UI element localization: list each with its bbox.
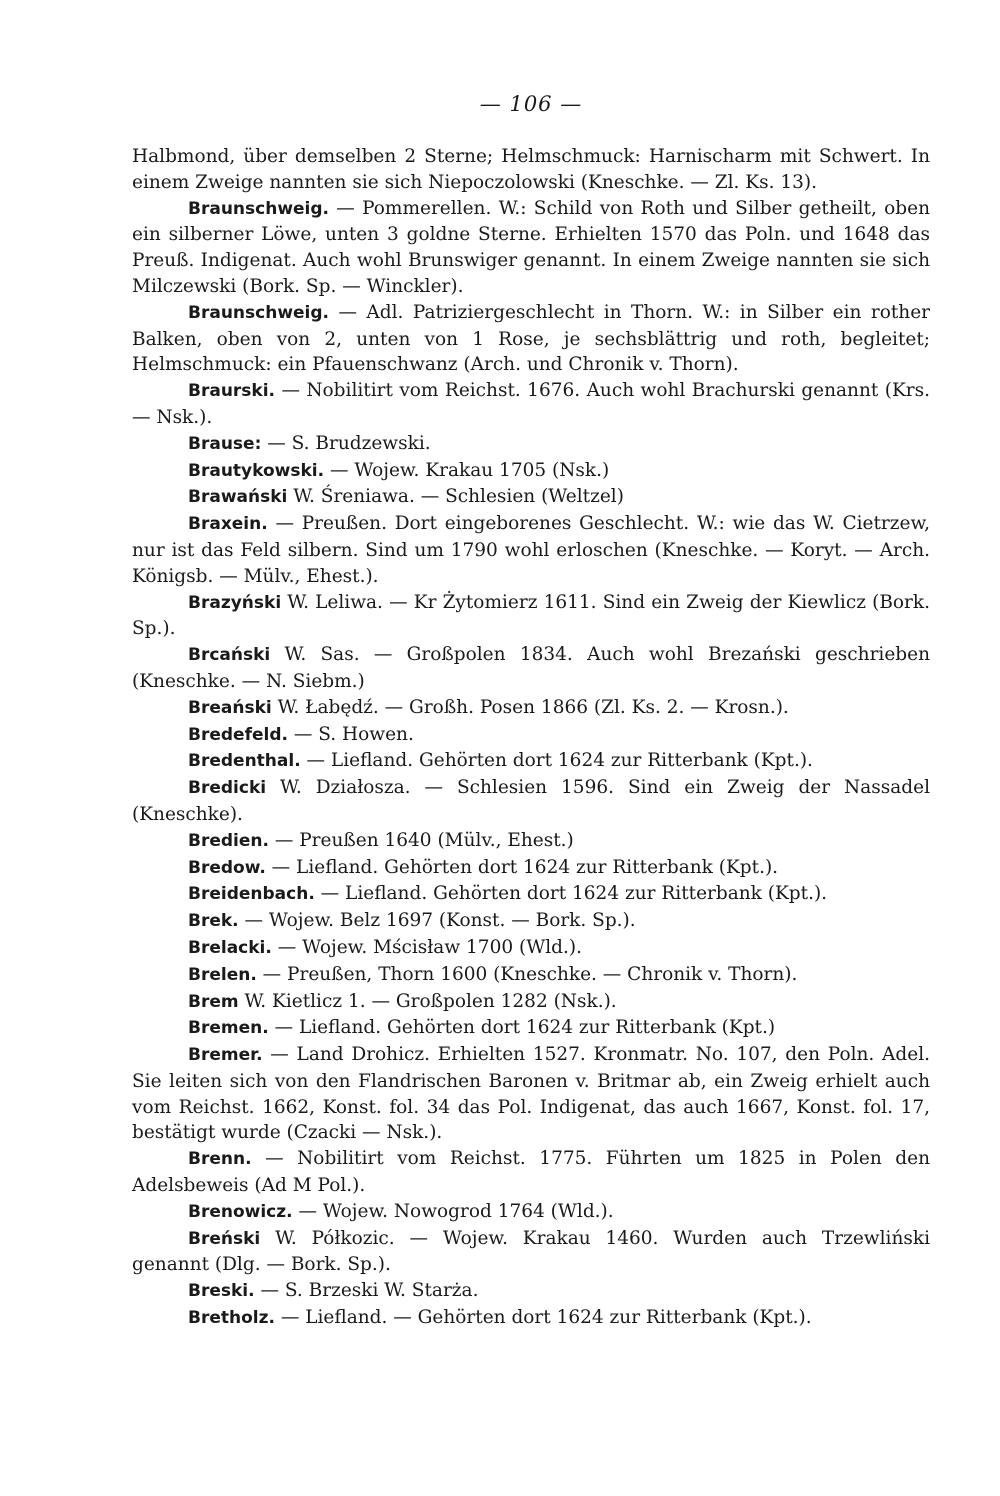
entry-headword: Braunschweig. <box>188 198 330 219</box>
entry-text: — Liefland. Gehörten dort 1624 zur Ritterbank (Kpt.). <box>314 883 828 905</box>
entry-text: — Liefland. Gehörten dort 1624 zur Ritterbank (Kpt.) <box>268 1017 776 1039</box>
dictionary-entry <box>132 458 930 485</box>
dictionary-entry <box>132 511 930 589</box>
entry-headword: Brenn. <box>188 1149 252 1170</box>
dictionary-entry <box>132 144 930 196</box>
page-number: — 106 — <box>479 92 583 116</box>
entry-headword: Bredien. <box>188 830 269 851</box>
entry-headword: Brazyński <box>188 592 282 613</box>
entry-text: — Liefland. — Gehörten dort 1624 zur Ritterbank (Kpt.). <box>274 1307 812 1329</box>
entry-text: — S. Howen. <box>287 723 414 745</box>
entry-headword: Braunschweig. <box>188 302 330 323</box>
entry-text: Halbmond, über demselben 2 Sterne; Helmschmuck: Harnischarm mit Schwert. In einem Zweige nannten sie sich Niepoczolowski (Kneschke. — Zl. Ks. 13). <box>132 146 930 193</box>
entry-text: W. Śreniawa. — Schlesien (Weltzel) <box>287 486 624 508</box>
entry-text: — Adl. Patriziergeschlecht in Thorn. W.: in Silber ein rother Balken, oben von 2, unten von 1 Rose, je sechsblättrig und roth, begleitet; Helmschmuck: ein Pfauenschwanz (Arch. und Chronik v. Thorn). <box>132 301 930 376</box>
entry-text: — Wojew. Krakau 1705 (Nsk.) <box>324 459 610 481</box>
entry-text: — Wojew. Belz 1697 (Konst. — Bork. Sp.). <box>238 910 636 932</box>
entry-list <box>132 144 930 1332</box>
entry-headword: Breński <box>188 1228 261 1249</box>
dictionary-entry <box>132 431 930 458</box>
entry-headword: Brautykowski. <box>188 460 325 481</box>
entry-text: — Pommerellen. W.: Schild von Roth und Silber getheilt, oben ein silberner Löwe, unten 3 goldne Sterne. Erhielten 1570 das Poln. und 1648 das Preuß. Indigenat. Auch wohl Brunswiger genannt. In einem Zweige nannten sie sich Milczewski (Bork. Sp. — Winckler). <box>132 197 930 297</box>
entry-text: — Preußen, Thorn 1600 (Kneschke. — Chronik v. Thorn). <box>256 963 798 985</box>
entry-text: W. Sas. — Großpolen 1834. Auch wohl Brezański geschrieben (Kneschke. — N. Siebm.) <box>132 644 930 692</box>
dictionary-entry <box>132 378 930 431</box>
entry-headword: Breski. <box>188 1281 255 1302</box>
entry-text: — Liefland. Gehörten dort 1624 zur Ritterbank (Kpt.). <box>300 750 813 772</box>
entry-headword: Braxein. <box>188 514 268 535</box>
entry-text: W. Łabędź. — Großh. Posen 1866 (Zl. Ks. 2. — Krosn.). <box>271 696 789 718</box>
entry-headword: Brcański <box>188 645 271 666</box>
entry-text: — Preußen 1640 (Mülv., Ehest.) <box>268 829 574 851</box>
dictionary-entry <box>132 748 930 775</box>
dictionary-entry <box>132 828 930 855</box>
entry-text: W. Kietlicz 1. — Großpolen 1282 (Nsk.). <box>238 990 617 1012</box>
entry-headword: Brem <box>188 991 239 1012</box>
entry-text: — S. Brudzewski. <box>261 432 431 454</box>
entry-text: — Nobilitirt vom Reichst. 1775. Führten um 1825 in Polen den Adelsbeweis (Ad M Pol.). <box>132 1148 930 1197</box>
entry-text: W. Półkozic. — Wojew. Krakau 1460. Wurden auch Trzewliński genannt (Dlg. — Bork. Sp.). <box>132 1227 930 1276</box>
dictionary-entry <box>132 935 930 962</box>
dictionary-entry <box>132 1199 930 1226</box>
entry-text: — Land Drohicz. Erhielten 1527. Kronmatr. No. 107, den Poln. Adel. Sie leiten sich von den Flandrischen Baronen v. Britmar ab, ein Zweig erhielt auch vom Reichst. 1662, Konst. fol. 34 das Pol. Indigenat, das auch 1667, Konst. fol. 17, bestätigt wurde (Czacki — Nsk.). <box>132 1044 930 1144</box>
dictionary-entry <box>132 642 930 695</box>
dictionary-entry <box>132 1226 930 1279</box>
dictionary-entry <box>132 908 930 935</box>
entry-headword: Brelen. <box>188 964 257 985</box>
entry-headword: Brenowicz. <box>188 1201 293 1222</box>
entry-text: W. Leliwa. — Kr Żytomierz 1611. Sind ein Zweig der Kiewlicz (Bork. Sp.). <box>132 591 930 640</box>
entry-text: — Liefland. Gehörten dort 1624 zur Ritterbank (Kpt.). <box>265 856 779 878</box>
dictionary-entry <box>132 695 930 722</box>
entry-headword: Bredenthal. <box>188 751 301 772</box>
entry-headword: Brause: <box>188 433 262 454</box>
entry-headword: Brek. <box>188 911 239 932</box>
entry-headword: Braurski. <box>188 381 276 402</box>
dictionary-entry <box>132 590 930 643</box>
dictionary-entry <box>132 1146 930 1199</box>
dictionary-entry <box>132 962 930 989</box>
dictionary-entry <box>132 775 930 828</box>
entry-text: — Preußen. Dort eingeborenes Geschlecht. W.: wie das W. Cietrzew, nur ist das Feld silbern. Sind um 1790 wohl erloschen (Kneschke. — Koryt. — Arch. Königsb. — Mülv., Ehest.). <box>132 513 930 587</box>
entry-headword: Brelacki. <box>188 937 272 958</box>
dictionary-entry <box>132 196 930 300</box>
dictionary-entry <box>132 881 930 908</box>
dictionary-entry <box>132 484 930 511</box>
entry-headword: Bremen. <box>188 1018 269 1039</box>
dictionary-entry <box>132 1278 930 1305</box>
entry-text: — Nobilitirt vom Reichst. 1676. Auch wohl Brachurski genannt (Krs. — Nsk.). <box>132 380 930 428</box>
entry-headword: Bredicki <box>188 778 267 799</box>
entry-text: — Wojew. Nowogrod 1764 (Wld.). <box>292 1200 614 1222</box>
entry-headword: Bretholz. <box>188 1308 275 1329</box>
dictionary-entry <box>132 1305 930 1332</box>
entry-headword: Bredow. <box>188 857 266 878</box>
entry-text: W. Działosza. — Schlesien 1596. Sind ein Zweig der Nassadel (Kneschke). <box>132 777 930 825</box>
entry-headword: Breański <box>188 697 272 718</box>
dictionary-entry <box>132 1015 930 1042</box>
entry-text: — Wojew. Mścisław 1700 (Wld.). <box>271 936 582 958</box>
entry-headword: Bredefeld. <box>188 724 288 745</box>
entry-headword: Breidenbach. <box>188 884 315 905</box>
dictionary-entry <box>132 855 930 882</box>
entry-headword: Brawański <box>188 487 288 508</box>
dictionary-entry <box>132 722 930 749</box>
entry-headword: Bremer. <box>188 1045 263 1066</box>
entry-text: — S. Brzeski W. Starża. <box>254 1280 479 1302</box>
dictionary-entry <box>132 1042 930 1146</box>
dictionary-entry <box>132 989 930 1016</box>
dictionary-entry <box>132 300 930 378</box>
